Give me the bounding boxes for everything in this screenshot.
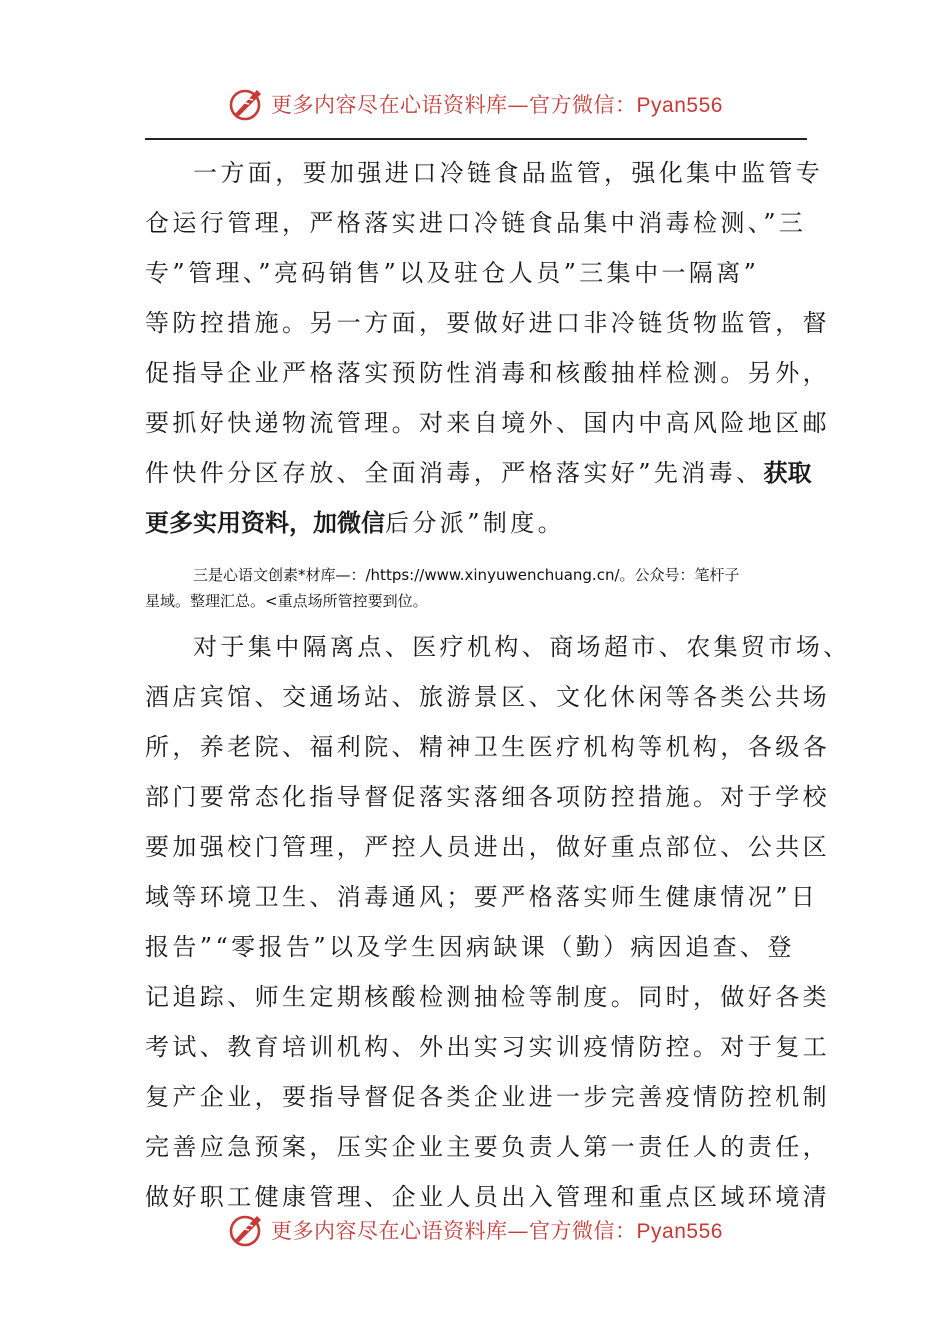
footer-banner-text — [271, 1215, 723, 1245]
paragraph-line: 酒店宾馆、交通场站、旅游景区、文化休闲等各类公共场 — [145, 683, 830, 711]
document-body — [145, 148, 851, 1222]
paragraph-line: 复产企业，要指导督促各类企业进一步完善疫情防控机制 — [145, 1083, 830, 1111]
paragraph-line: 促指导企业严格落实预防性消毒和核酸抽样检测。另外， — [145, 359, 830, 387]
promo-bold-text: 获取 — [763, 459, 812, 487]
section-heading — [145, 562, 817, 614]
header-divider — [145, 138, 807, 140]
paragraph-line: 部门要常态化指导督促落实落细各项防控措施。对于学校 — [145, 783, 830, 811]
promo-bold-text: 更多实用资料，加微信 — [145, 509, 385, 537]
paragraph-line: 做好职工健康管理、企业人员出入管理和重点区域环境清 — [145, 1183, 830, 1211]
section1 — [145, 148, 830, 548]
paragraph-line: 要加强校门管理，严控人员进出，做好重点部位、公共区 — [145, 833, 830, 861]
quill-logo-icon — [227, 84, 267, 124]
paragraph-line: 仓运行管理，严格落实进口冷链食品集中消毒检测、”三 — [145, 209, 807, 237]
header-banner — [0, 82, 950, 126]
header-wechat-id: Pyan556 — [636, 94, 723, 117]
paragraph-line: 等防控措施。另一方面，要做好进口非冷链货物监管，督 — [145, 309, 830, 337]
header-wechat-label: 官方微信： — [529, 93, 637, 117]
paragraph-line: 考试、教育培训机构、外出实习实训疫情防控。对于复工 — [145, 1033, 830, 1061]
footer-banner-main: 更多内容尽在心语资料库 — [271, 1219, 508, 1243]
footer-wechat-label: 官方微信： — [529, 1219, 637, 1243]
heading-line: 星域。整理汇总。<重点场所管控要到位。 — [145, 592, 428, 610]
header-banner-main: 更多内容尽在心语资料库 — [271, 93, 508, 117]
paragraph-line: 域等环境卫生、消毒通风；要严格落实师生健康情况”日 — [145, 883, 819, 911]
paragraph-line: 记追踪、师生定期核酸检测抽检等制度。同时，做好各类 — [145, 983, 830, 1011]
paragraph-line: 所，养老院、福利院、精神卫生医疗机构等机构，各级各 — [145, 733, 830, 761]
header-banner-sep: — — [507, 93, 530, 117]
section2 — [145, 622, 851, 1222]
footer-banner — [0, 1208, 950, 1252]
paragraph-line: 专”管理、”亮码销售”以及驻仓人员”三集中一隔离” — [145, 259, 760, 287]
paragraph-line: 报告”“零报告”以及学生因病缺课（勤）病因追查、登 — [145, 933, 795, 961]
quill-logo-icon — [227, 1210, 267, 1250]
paragraph-line — [145, 498, 817, 548]
paragraph-line: 一方面，要加强进口冷链食品监管，强化集中监管专 — [193, 159, 824, 187]
line7-text: 件快件分区存放、全面消毒，严格落实好”先消毒、 — [145, 459, 764, 487]
footer-banner-sep: — — [507, 1219, 530, 1243]
footer-wechat-id: Pyan556 — [636, 1220, 723, 1243]
paragraph-line: 要抓好快递物流管理。对来自境外、国内中高风险地区邮 — [145, 409, 830, 437]
header-banner-text — [271, 89, 723, 119]
paragraph-line: 完善应急预案，压实企业主要负责人第一责任人的责任， — [145, 1133, 830, 1161]
paragraph-line: 对于集中隔离点、医疗机构、商场超市、农集贸市场、 — [193, 633, 851, 661]
heading-line: 三是心语文创素*材库—：/https://www.xinyuwenchuang.cn/。公众号：笔杆子 — [193, 566, 740, 584]
line8-text: 后分派”制度。 — [385, 509, 566, 537]
paragraph-line — [145, 448, 817, 498]
